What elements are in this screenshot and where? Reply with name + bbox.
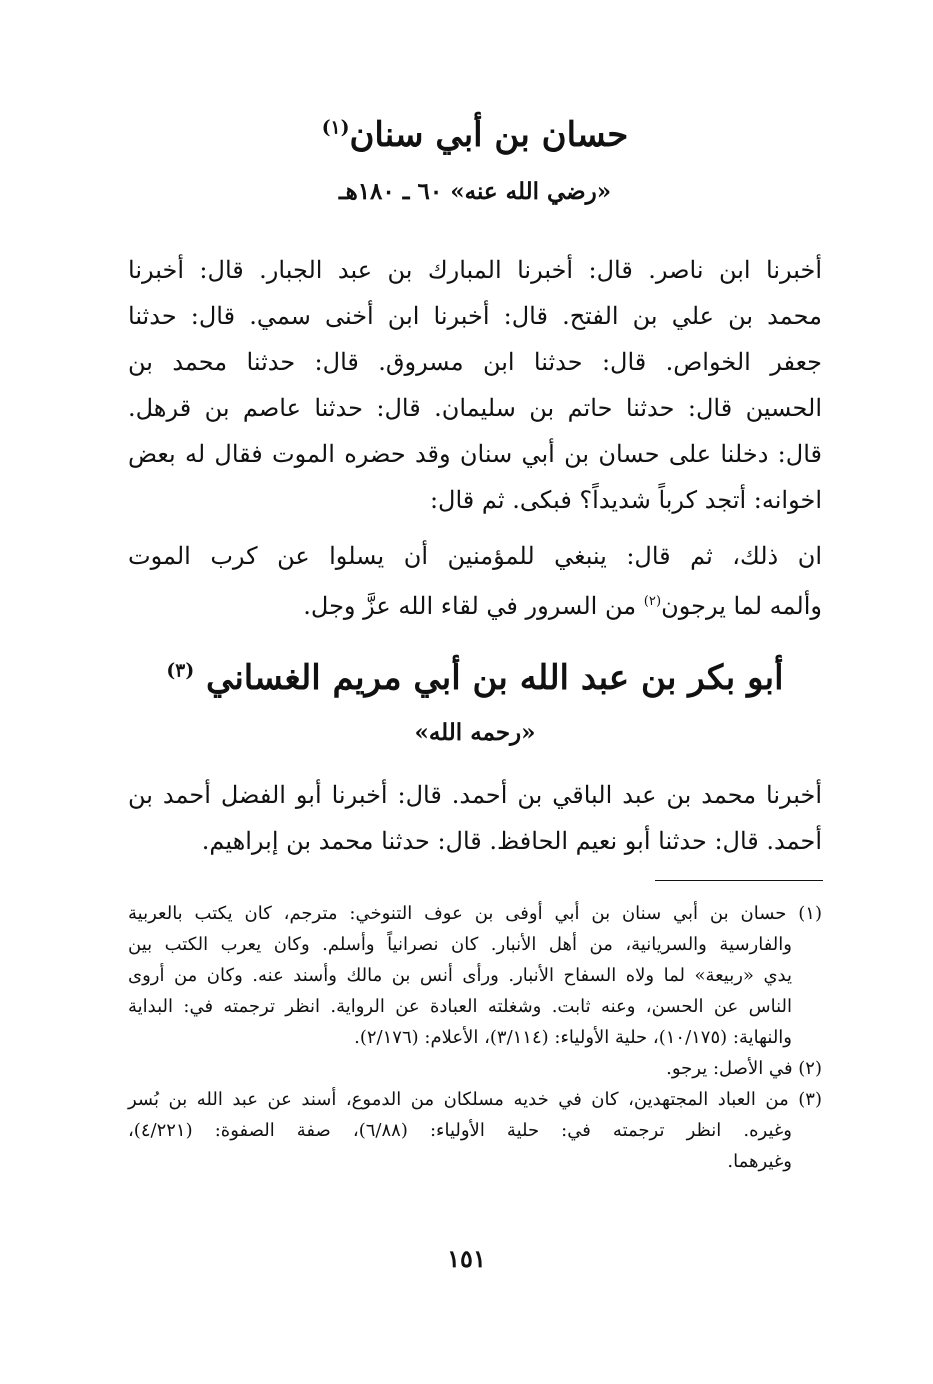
- text-line: قال: دخلنا على حسان بن أبي سنان وقد حضره الموت فقال له بعض: [128, 440, 822, 468]
- section-subtitle: «رضي الله عنه» ٦٠ ـ ١٨٠هـ: [338, 178, 612, 205]
- footnote-ref: (١): [321, 116, 350, 139]
- text-line: أخبرنا محمد بن عبد الباقي بن أحمد. قال: أخبرنا أبو الفضل أحمد بن: [128, 781, 822, 809]
- body-paragraph: [128, 772, 822, 864]
- footnote-line: (٣) من العباد المجتهدين، كان في خديه مسلكان من الدموع، أسند عن عبد الله بن بُسر: [128, 1089, 822, 1110]
- footnote-line: الناس عن الحسن، وعنه ثابت. وشغلته العبادة عن الرواية. انظر ترجمته في: البداية: [128, 996, 792, 1017]
- footnote-line: وغيرهما.: [727, 1151, 792, 1172]
- section-title: [128, 658, 822, 698]
- footnote-line: (١) حسان بن أبي سنان بن أبي أوفى بن عوف التنوخي: مترجم، كان يكتب بالعربية: [128, 903, 822, 924]
- footnote-line: وغيره. انظر ترجمته في: حلية الأولياء: (٦/٨٨)، صفة الصفوة: (٤/٢٢١)،: [128, 1120, 792, 1141]
- text-line: جعفر الخواص. قال: حدثنا ابن مسروق. قال: حدثنا محمد بن: [128, 348, 823, 376]
- text-line: أخبرنا ابن ناصر. قال: أخبرنا المبارك بن عبد الجبار. قال: أخبرنا: [128, 256, 822, 284]
- body-paragraph: [128, 533, 822, 625]
- text-line: اخوانه: أتجد كرباً شديداً؟ فبكى. ثم قال:: [429, 486, 822, 514]
- section-title: [128, 115, 822, 155]
- section-title-text: أبو بكر بن عبد الله بن أبي مريم الغساني: [206, 658, 784, 698]
- section-subtitle: «رحمه الله»: [414, 719, 536, 746]
- page-number: ١٥١: [447, 1244, 486, 1273]
- footnote-ref: (٣): [166, 659, 195, 682]
- footnote-separator: [655, 880, 823, 881]
- text-line: أحمد. قال: حدثنا أبو نعيم الحافظ. قال: حدثنا محمد بن إبراهيم.: [201, 827, 822, 855]
- section-title-text: حسان بن أبي سنان: [349, 115, 629, 155]
- footnote-line: يدي «ربيعة» لما ولاه السفاح الأنبار. ورأى أنس بن مالك وأسند عنه. وكان من أروى: [128, 965, 792, 986]
- text-line: [128, 579, 822, 625]
- footnote-line: والفارسية والسريانية، من أهل الأنبار. كان نصرانياً وأسلم. وكان يعرب الكتب بين: [128, 934, 792, 955]
- text-line: ان ذلك، ثم قال: ينبغي للمؤمنين أن يسلوا عن كرب الموت: [128, 542, 822, 570]
- text-line: محمد بن علي بن الفتح. قال: أخبرنا ابن أخنى سمي. قال: حدثنا: [128, 302, 822, 330]
- text-line: الحسين قال: حدثنا حاتم بن سليمان. قال: حدثنا عاصم بن قرهل.: [128, 394, 822, 422]
- footnote-ref: (٢): [643, 594, 662, 609]
- footnote-line: (٢) في الأصل: يرجو.: [666, 1058, 822, 1079]
- body-paragraph: [128, 247, 822, 523]
- footnote-line: والنهاية: (١٠/١٧٥)، حلية الأولياء: (٣/١١٤)، الأعلام: (٢/١٧٦).: [354, 1027, 792, 1048]
- text-segment: من السرور في لقاء الله عزَّ وجل.: [303, 592, 637, 620]
- text-segment: وألمه لما يرجون: [661, 592, 822, 620]
- footnotes: [128, 898, 822, 1177]
